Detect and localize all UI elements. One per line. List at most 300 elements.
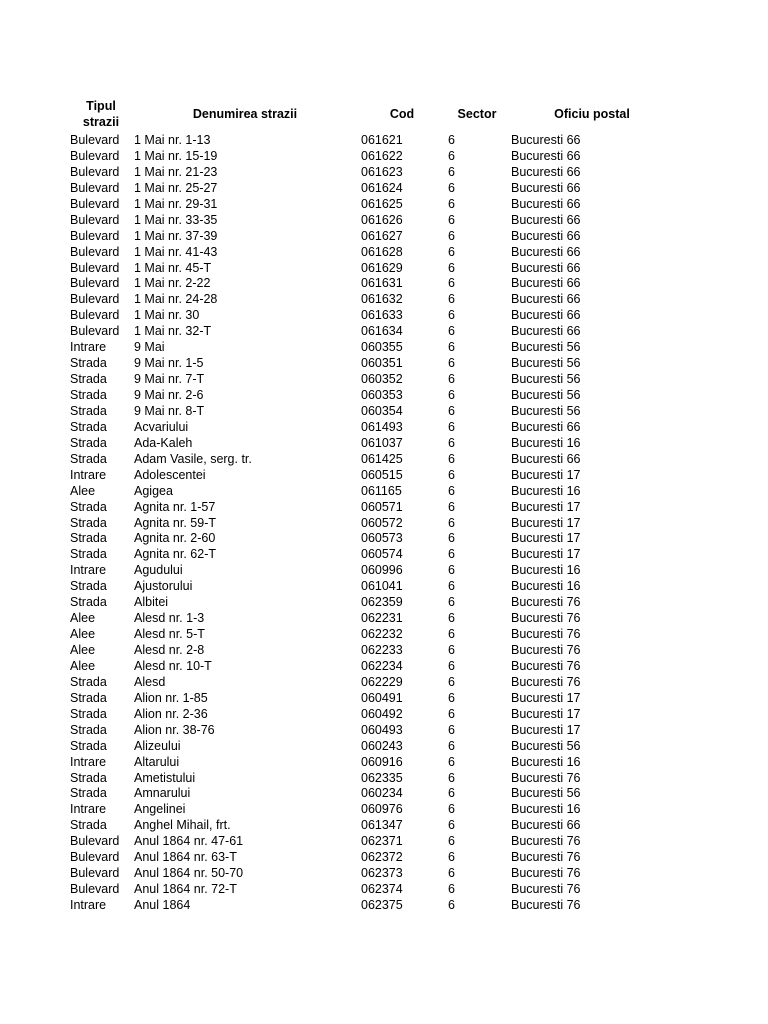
cell-tipul: Bulevard — [70, 866, 120, 881]
cell-oficiu: Bucuresti 16 — [511, 579, 581, 594]
cell-tipul: Strada — [70, 419, 107, 434]
cell-denumirea: Ametistului — [134, 770, 196, 785]
cell-tipul: Bulevard — [70, 324, 120, 339]
cell-denumirea: 1 Mai nr. 2-22 — [134, 276, 211, 291]
cell-sector: 6 — [448, 754, 455, 769]
cell-denumirea: Agnita nr. 1-57 — [134, 499, 216, 514]
cell-sector: 6 — [448, 850, 455, 865]
cell-denumirea: Agnita nr. 2-60 — [134, 531, 216, 546]
cell-oficiu: Bucuresti 66 — [511, 133, 581, 147]
cell-tipul: Strada — [70, 388, 107, 402]
cell-cod: 061627 — [361, 228, 403, 243]
cell-oficiu: Bucuresti 16 — [511, 483, 581, 498]
cell-sector: 6 — [448, 164, 455, 179]
cell-denumirea: Ajustorului — [134, 579, 193, 594]
cell-sector: 6 — [448, 483, 455, 498]
table-row — [0, 786, 768, 802]
cell-oficiu: Bucuresti 16 — [511, 563, 581, 578]
table-row — [0, 245, 768, 261]
cell-tipul: Strada — [70, 674, 107, 689]
cell-oficiu: Bucuresti 17 — [511, 499, 581, 514]
cell-sector: 6 — [448, 308, 455, 323]
cell-tipul: Bulevard — [70, 308, 120, 323]
cell-oficiu: Bucuresti 76 — [511, 611, 581, 626]
cell-cod: 061625 — [361, 196, 403, 211]
cell-denumirea: Agnita nr. 62-T — [134, 547, 216, 562]
cell-sector: 6 — [448, 674, 455, 689]
header-denumirea-strazii: Denumirea strazii — [192, 107, 298, 121]
cell-denumirea: 1 Mai nr. 45-T — [134, 260, 212, 275]
cell-tipul: Bulevard — [70, 276, 120, 291]
cell-denumirea: 9 Mai nr. 1-5 — [134, 356, 204, 371]
cell-oficiu: Bucuresti 66 — [511, 244, 581, 259]
cell-cod: 062359 — [361, 595, 403, 610]
cell-oficiu: Bucuresti 76 — [511, 627, 581, 642]
cell-cod: 062372 — [361, 850, 403, 865]
cell-tipul: Strada — [70, 531, 107, 546]
cell-denumirea: 9 Mai nr. 8-T — [134, 403, 205, 418]
cell-denumirea: Alion nr. 2-36 — [134, 706, 208, 721]
cell-sector: 6 — [448, 324, 455, 339]
cell-denumirea: Agudului — [134, 563, 183, 578]
table-row — [0, 324, 768, 340]
table-row — [0, 723, 768, 739]
cell-oficiu: Bucuresti 17 — [511, 547, 581, 562]
cell-cod: 060493 — [361, 722, 403, 737]
table-row — [0, 675, 768, 691]
cell-denumirea: Altarului — [134, 754, 180, 769]
table-row — [0, 436, 768, 452]
cell-cod: 061165 — [361, 483, 402, 498]
cell-denumirea: 1 Mai nr. 21-23 — [134, 164, 218, 179]
cell-sector: 6 — [448, 531, 455, 546]
cell-oficiu: Bucuresti 56 — [511, 738, 581, 753]
cell-oficiu: Bucuresti 17 — [511, 515, 581, 530]
cell-cod: 061622 — [361, 148, 403, 163]
cell-tipul: Bulevard — [70, 850, 120, 865]
table-row — [0, 707, 768, 723]
table-row — [0, 308, 768, 324]
cell-denumirea: Alizeului — [134, 738, 181, 753]
cell-oficiu: Bucuresti 76 — [511, 866, 581, 881]
cell-cod: 060996 — [361, 563, 403, 578]
cell-tipul: Strada — [70, 722, 107, 737]
cell-cod: 062371 — [361, 834, 403, 849]
cell-sector: 6 — [448, 292, 455, 307]
table-row — [0, 276, 768, 292]
cell-tipul: Intrare — [70, 802, 107, 817]
cell-sector: 6 — [448, 563, 455, 578]
cell-denumirea: 1 Mai nr. 33-35 — [134, 212, 218, 227]
table-row — [0, 818, 768, 834]
cell-cod: 062374 — [361, 882, 403, 897]
cell-tipul: Strada — [70, 595, 107, 610]
cell-sector: 6 — [448, 802, 455, 817]
cell-tipul: Alee — [70, 627, 96, 642]
table-row — [0, 404, 768, 420]
cell-oficiu: Bucuresti 66 — [511, 292, 581, 307]
cell-cod: 061041 — [361, 579, 403, 594]
table-row — [0, 882, 768, 898]
cell-tipul: Intrare — [70, 898, 107, 912]
cell-oficiu: Bucuresti 66 — [511, 308, 581, 323]
cell-cod: 061037 — [361, 435, 403, 450]
cell-oficiu: Bucuresti 76 — [511, 643, 581, 657]
cell-denumirea: Alesd nr. 10-T — [134, 658, 212, 673]
cell-cod: 060492 — [361, 706, 403, 721]
cell-denumirea: 1 Mai nr. 37-39 — [134, 228, 218, 243]
table-row — [0, 755, 768, 771]
cell-denumirea: Adolescentei — [134, 467, 206, 482]
table-row — [0, 643, 768, 659]
cell-denumirea: 9 Mai nr. 2-6 — [134, 388, 204, 402]
cell-tipul: Strada — [70, 818, 107, 833]
table-row — [0, 579, 768, 595]
table-row — [0, 372, 768, 388]
header-tipul-line2: strazii — [82, 115, 120, 129]
cell-cod: 061621 — [361, 133, 403, 147]
cell-denumirea: 9 Mai nr. 7-T — [134, 372, 205, 387]
table-row — [0, 771, 768, 787]
cell-sector: 6 — [448, 579, 455, 594]
cell-denumirea: 1 Mai nr. 29-31 — [134, 196, 218, 211]
cell-oficiu: Bucuresti 56 — [511, 786, 581, 801]
table-row — [0, 340, 768, 356]
cell-sector: 6 — [448, 212, 455, 227]
cell-oficiu: Bucuresti 76 — [511, 882, 581, 897]
cell-tipul: Bulevard — [70, 148, 120, 163]
cell-tipul: Strada — [70, 770, 107, 785]
cell-denumirea: Anul 1864 nr. 50-70 — [134, 866, 244, 881]
cell-tipul: Bulevard — [70, 164, 120, 179]
cell-tipul: Alee — [70, 643, 96, 657]
cell-denumirea: Alesd nr. 2-8 — [134, 643, 205, 657]
cell-sector: 6 — [448, 722, 455, 737]
table-row — [0, 739, 768, 755]
cell-sector: 6 — [448, 196, 455, 211]
cell-tipul: Strada — [70, 738, 107, 753]
cell-cod: 061632 — [361, 292, 403, 307]
cell-tipul: Strada — [70, 690, 107, 705]
cell-sector: 6 — [448, 356, 455, 371]
cell-sector: 6 — [448, 834, 455, 849]
cell-cod: 060916 — [361, 754, 403, 769]
cell-oficiu: Bucuresti 66 — [511, 148, 581, 163]
cell-oficiu: Bucuresti 66 — [511, 451, 581, 466]
cell-tipul: Strada — [70, 499, 107, 514]
cell-cod: 060243 — [361, 738, 403, 753]
table-row — [0, 181, 768, 197]
table-row — [0, 547, 768, 563]
cell-oficiu: Bucuresti 66 — [511, 276, 581, 291]
cell-oficiu: Bucuresti 66 — [511, 164, 581, 179]
cell-denumirea: Alesd — [134, 674, 166, 689]
cell-denumirea: Angelinei — [134, 802, 186, 817]
cell-denumirea: Agnita nr. 59-T — [134, 515, 216, 530]
header-tipul-line1: Tipul — [86, 99, 116, 113]
cell-denumirea: Anul 1864 nr. 63-T — [134, 850, 237, 865]
table-row — [0, 898, 768, 914]
cell-cod: 062375 — [361, 898, 403, 912]
cell-tipul: Bulevard — [70, 260, 120, 275]
cell-cod: 061634 — [361, 324, 403, 339]
cell-sector: 6 — [448, 786, 455, 801]
cell-sector: 6 — [448, 260, 455, 275]
cell-tipul: Strada — [70, 403, 107, 418]
cell-denumirea: 1 Mai nr. 1-13 — [134, 133, 211, 147]
cell-denumirea: 1 Mai nr. 25-27 — [134, 180, 218, 195]
cell-tipul: Bulevard — [70, 180, 120, 195]
cell-sector: 6 — [448, 611, 455, 626]
cell-tipul: Bulevard — [70, 228, 120, 243]
cell-sector: 6 — [448, 627, 455, 642]
cell-denumirea: 9 Mai — [134, 340, 165, 355]
cell-tipul: Strada — [70, 547, 107, 562]
cell-cod: 060354 — [361, 403, 403, 418]
cell-sector: 6 — [448, 419, 455, 434]
cell-sector: 6 — [448, 595, 455, 610]
cell-cod: 060572 — [361, 515, 403, 530]
cell-tipul: Bulevard — [70, 244, 120, 259]
cell-tipul: Alee — [70, 611, 96, 626]
cell-denumirea: Alesd nr. 1-3 — [134, 611, 205, 626]
cell-sector: 6 — [448, 435, 455, 450]
table-row — [0, 149, 768, 165]
cell-tipul: Bulevard — [70, 834, 120, 849]
cell-cod: 061633 — [361, 308, 403, 323]
table-row — [0, 484, 768, 500]
cell-oficiu: Bucuresti 56 — [511, 356, 581, 371]
cell-denumirea: Amnarului — [134, 786, 191, 801]
cell-denumirea: Anul 1864 nr. 72-T — [134, 882, 237, 897]
cell-tipul: Alee — [70, 658, 96, 673]
cell-sector: 6 — [448, 228, 455, 243]
table-row — [0, 452, 768, 468]
cell-oficiu: Bucuresti 66 — [511, 196, 581, 211]
cell-oficiu: Bucuresti 66 — [511, 818, 581, 833]
cell-cod: 061628 — [361, 244, 403, 259]
cell-denumirea: Alion nr. 38-76 — [134, 722, 215, 737]
cell-cod: 060571 — [361, 499, 403, 514]
cell-tipul: Strada — [70, 372, 107, 387]
cell-sector: 6 — [448, 403, 455, 418]
table-row — [0, 850, 768, 866]
table-row — [0, 563, 768, 579]
cell-sector: 6 — [448, 515, 455, 530]
cell-sector: 6 — [448, 770, 455, 785]
table-row — [0, 802, 768, 818]
table-row — [0, 834, 768, 850]
cell-tipul: Bulevard — [70, 292, 120, 307]
cell-sector: 6 — [448, 818, 455, 833]
cell-oficiu: Bucuresti 56 — [511, 388, 581, 402]
cell-oficiu: Bucuresti 76 — [511, 595, 581, 610]
table-row — [0, 229, 768, 245]
cell-tipul: Strada — [70, 786, 107, 801]
cell-cod: 060352 — [361, 372, 403, 387]
cell-sector: 6 — [448, 276, 455, 291]
cell-oficiu: Bucuresti 76 — [511, 834, 581, 849]
table-row — [0, 627, 768, 643]
cell-cod: 062233 — [361, 643, 403, 657]
cell-oficiu: Bucuresti 17 — [511, 690, 581, 705]
cell-cod: 061493 — [361, 419, 403, 434]
cell-oficiu: Bucuresti 76 — [511, 658, 581, 673]
cell-oficiu: Bucuresti 17 — [511, 706, 581, 721]
cell-cod: 060353 — [361, 388, 403, 402]
cell-tipul: Intrare — [70, 754, 107, 769]
cell-cod: 060574 — [361, 547, 403, 562]
table-row — [0, 468, 768, 484]
table-row — [0, 691, 768, 707]
table-row — [0, 420, 768, 436]
header-tipul-strazii — [62, 96, 140, 132]
cell-tipul: Bulevard — [70, 196, 120, 211]
cell-sector: 6 — [448, 340, 455, 355]
cell-cod: 061624 — [361, 180, 403, 195]
cell-oficiu: Bucuresti 76 — [511, 850, 581, 865]
cell-sector: 6 — [448, 898, 455, 912]
cell-cod: 060976 — [361, 802, 403, 817]
cell-denumirea: Anul 1864 nr. 47-61 — [134, 834, 244, 849]
cell-oficiu: Bucuresti 16 — [511, 754, 581, 769]
cell-tipul: Strada — [70, 515, 107, 530]
cell-oficiu: Bucuresti 17 — [511, 467, 581, 482]
cell-cod: 062232 — [361, 627, 403, 642]
cell-cod: 060573 — [361, 531, 403, 546]
cell-denumirea: Alion nr. 1-85 — [134, 690, 208, 705]
cell-cod: 062234 — [361, 658, 403, 673]
cell-sector: 6 — [448, 547, 455, 562]
cell-denumirea: 1 Mai nr. 15-19 — [134, 148, 218, 163]
cell-cod: 061347 — [361, 818, 403, 833]
cell-oficiu: Bucuresti 66 — [511, 260, 581, 275]
cell-sector: 6 — [448, 244, 455, 259]
header-cod: Cod — [389, 107, 415, 121]
cell-sector: 6 — [448, 738, 455, 753]
table-row — [0, 611, 768, 627]
cell-sector: 6 — [448, 866, 455, 881]
cell-oficiu: Bucuresti 16 — [511, 435, 581, 450]
cell-cod: 061425 — [361, 451, 403, 466]
cell-cod: 062231 — [361, 611, 403, 626]
cell-tipul: Bulevard — [70, 133, 120, 147]
cell-sector: 6 — [448, 372, 455, 387]
cell-denumirea: Anul 1864 — [134, 898, 191, 912]
cell-sector: 6 — [448, 882, 455, 897]
header-sector: Sector — [457, 107, 497, 121]
cell-denumirea: 1 Mai nr. 30 — [134, 308, 200, 323]
cell-denumirea: 1 Mai nr. 24-28 — [134, 292, 218, 307]
cell-tipul: Intrare — [70, 563, 107, 578]
cell-denumirea: Acvariului — [134, 419, 189, 434]
table-row — [0, 659, 768, 675]
cell-denumirea: Ada-Kaleh — [134, 435, 193, 450]
table-body — [0, 133, 768, 914]
cell-cod: 062229 — [361, 674, 403, 689]
table-row — [0, 197, 768, 213]
cell-cod: 061629 — [361, 260, 403, 275]
table-row — [0, 388, 768, 404]
cell-tipul: Intrare — [70, 340, 107, 355]
cell-denumirea: Agigea — [134, 483, 173, 498]
cell-tipul: Alee — [70, 483, 96, 498]
cell-denumirea: 1 Mai nr. 41-43 — [134, 244, 218, 259]
cell-tipul: Strada — [70, 706, 107, 721]
table-row — [0, 133, 768, 149]
cell-oficiu: Bucuresti 66 — [511, 212, 581, 227]
cell-oficiu: Bucuresti 66 — [511, 419, 581, 434]
cell-cod: 062335 — [361, 770, 403, 785]
cell-sector: 6 — [448, 467, 455, 482]
table-row — [0, 213, 768, 229]
cell-tipul: Strada — [70, 356, 107, 371]
cell-oficiu: Bucuresti 76 — [511, 674, 581, 689]
cell-cod: 061626 — [361, 212, 403, 227]
cell-tipul: Bulevard — [70, 212, 120, 227]
cell-oficiu: Bucuresti 76 — [511, 770, 581, 785]
cell-cod: 060355 — [361, 340, 403, 355]
cell-oficiu: Bucuresti 16 — [511, 802, 581, 817]
cell-cod: 060491 — [361, 690, 403, 705]
cell-sector: 6 — [448, 499, 455, 514]
cell-sector: 6 — [448, 451, 455, 466]
cell-denumirea: 1 Mai nr. 32-T — [134, 324, 212, 339]
table-row — [0, 516, 768, 532]
cell-tipul: Strada — [70, 451, 107, 466]
cell-cod: 060515 — [361, 467, 403, 482]
cell-sector: 6 — [448, 388, 455, 402]
cell-sector: 6 — [448, 706, 455, 721]
cell-cod: 060351 — [361, 356, 403, 371]
cell-sector: 6 — [448, 180, 455, 195]
table-row — [0, 531, 768, 547]
table-row — [0, 165, 768, 181]
cell-sector: 6 — [448, 658, 455, 673]
cell-sector: 6 — [448, 690, 455, 705]
cell-tipul: Intrare — [70, 467, 107, 482]
cell-sector: 6 — [448, 643, 455, 657]
cell-cod: 060234 — [361, 786, 403, 801]
cell-cod: 061631 — [361, 276, 403, 291]
cell-cod: 061623 — [361, 164, 403, 179]
table-row — [0, 261, 768, 277]
table-header — [0, 96, 768, 132]
table-row — [0, 292, 768, 308]
cell-denumirea: Anghel Mihail, frt. — [134, 818, 231, 833]
cell-oficiu: Bucuresti 66 — [511, 180, 581, 195]
table-row — [0, 500, 768, 516]
cell-tipul: Strada — [70, 435, 107, 450]
cell-denumirea: Alesd nr. 5-T — [134, 627, 205, 642]
cell-oficiu: Bucuresti 17 — [511, 531, 581, 546]
cell-cod: 062373 — [361, 866, 403, 881]
cell-oficiu: Bucuresti 56 — [511, 340, 581, 355]
table-row — [0, 595, 768, 611]
cell-sector: 6 — [448, 148, 455, 163]
cell-oficiu: Bucuresti 66 — [511, 228, 581, 243]
cell-tipul: Bulevard — [70, 882, 120, 897]
header-oficiu-postal: Oficiu postal — [554, 107, 630, 121]
cell-oficiu: Bucuresti 17 — [511, 722, 581, 737]
cell-oficiu: Bucuresti 56 — [511, 372, 581, 387]
cell-denumirea: Albitei — [134, 595, 169, 610]
cell-oficiu: Bucuresti 56 — [511, 403, 581, 418]
table-row — [0, 356, 768, 372]
cell-tipul: Strada — [70, 579, 107, 594]
cell-oficiu: Bucuresti 76 — [511, 898, 581, 912]
table-row — [0, 866, 768, 882]
